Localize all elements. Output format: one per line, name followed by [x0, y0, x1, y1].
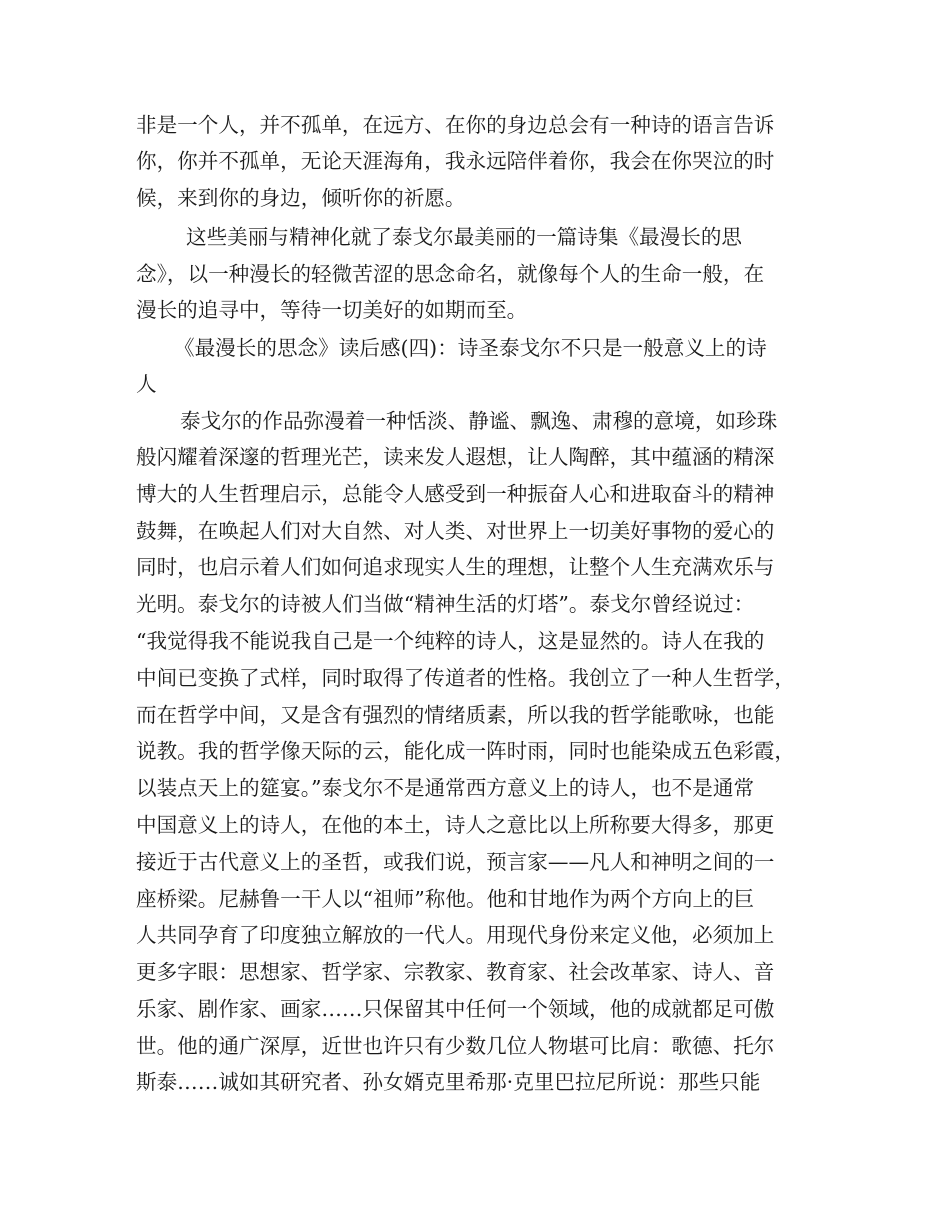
text-line: 中国意义上的诗人，在他的本土，诗人之意比以上所称要大得多，那更: [136, 813, 775, 837]
text-line: 斯泰……诚如其研究者、孙女婿克里希那·克里巴拉尼所说：那些只能: [136, 1070, 761, 1094]
text-line: 座桥梁。尼赫鲁一干人以“祖师”称他。他和甘地作为两个方向上的巨: [136, 887, 755, 911]
text-line: 这些美丽与精神化就了泰戈尔最美丽的一篇诗集《最漫长的思: [186, 225, 743, 249]
text-line: 人共同孕育了印度独立解放的一代人。用现代身份来定义他，必须加上: [136, 923, 775, 947]
text-line: 中间已变换了式样，同时取得了传道者的性格。我创立了一种人生哲学，: [136, 666, 795, 690]
text-line: 泰戈尔的作品弥漫着一种恬淡、静谧、飘逸、肃穆的意境，如珍珠: [180, 409, 778, 433]
text-line: 世。他的通广深厚，近世也许只有少数几位人物堪可比肩：歌德、托尔: [136, 1034, 775, 1058]
text-line: 你，你并不孤单，无论天涯海角，我永远陪伴着你，我会在你哭泣的时: [136, 149, 775, 173]
text-line: 人: [136, 372, 157, 396]
text-line: 乐家、剧作家、画家……只保留其中任何一个领域，他的成就都足可傲: [136, 997, 775, 1021]
text-line: 博大的人生哲理启示，总能令人感受到一种振奋人心和进取奋斗的精神: [136, 482, 775, 506]
text-line: 以装点天上的筵宴。”泰戈尔不是通常西方意义上的诗人，也不是通常: [136, 776, 755, 800]
text-line: 鼓舞，在唤起人们对大自然、对人类、对世界上一切美好事物的爱心的: [136, 519, 775, 543]
text-line: 接近于古代意义上的圣哲，或我们说，预言家——凡人和神明之间的一: [136, 850, 775, 874]
text-line: 而在哲学中间，又是含有强烈的情绪质素，所以我的哲学能歌咏，也能: [136, 703, 775, 727]
text-line: 更多字眼：思想家、哲学家、宗教家、教育家、社会改革家、诗人、音: [136, 960, 775, 984]
text-line: “我觉得我不能说我自己是一个纯粹的诗人，这是显然的。诗人在我的: [136, 629, 765, 653]
text-line: 同时，也启示着人们如何追求现实人生的理想，让整个人生充满欢乐与: [136, 555, 775, 579]
text-line: 非是一个人，并不孤单，在远方、在你的身边总会有一种诗的语言告诉: [136, 113, 775, 137]
text-line: 光明。泰戈尔的诗被人们当做“精神生活的灯塔”。泰戈尔曾经说过：: [136, 592, 755, 616]
text-line: 候，来到你的身边，倾听你的祈愿。: [136, 186, 466, 210]
text-line: 说教。我的哲学像天际的云，能化成一阵时雨，同时也能染成五色彩霞，: [136, 739, 795, 763]
text-line: 念》，以一种漫长的轻微苦涩的思念命名，就像每个人的生命一般，在: [136, 262, 765, 286]
text-line: 般闪耀着深邃的哲理光芒，读来发人遐想，让人陶醉，其中蕴涵的精深: [136, 445, 775, 469]
text-line: 《最漫长的思念》读后感(四)：诗圣泰戈尔不只是一般意义上的诗: [174, 336, 767, 360]
text-line: 漫长的追寻中，等待一切美好的如期而至。: [136, 298, 528, 322]
